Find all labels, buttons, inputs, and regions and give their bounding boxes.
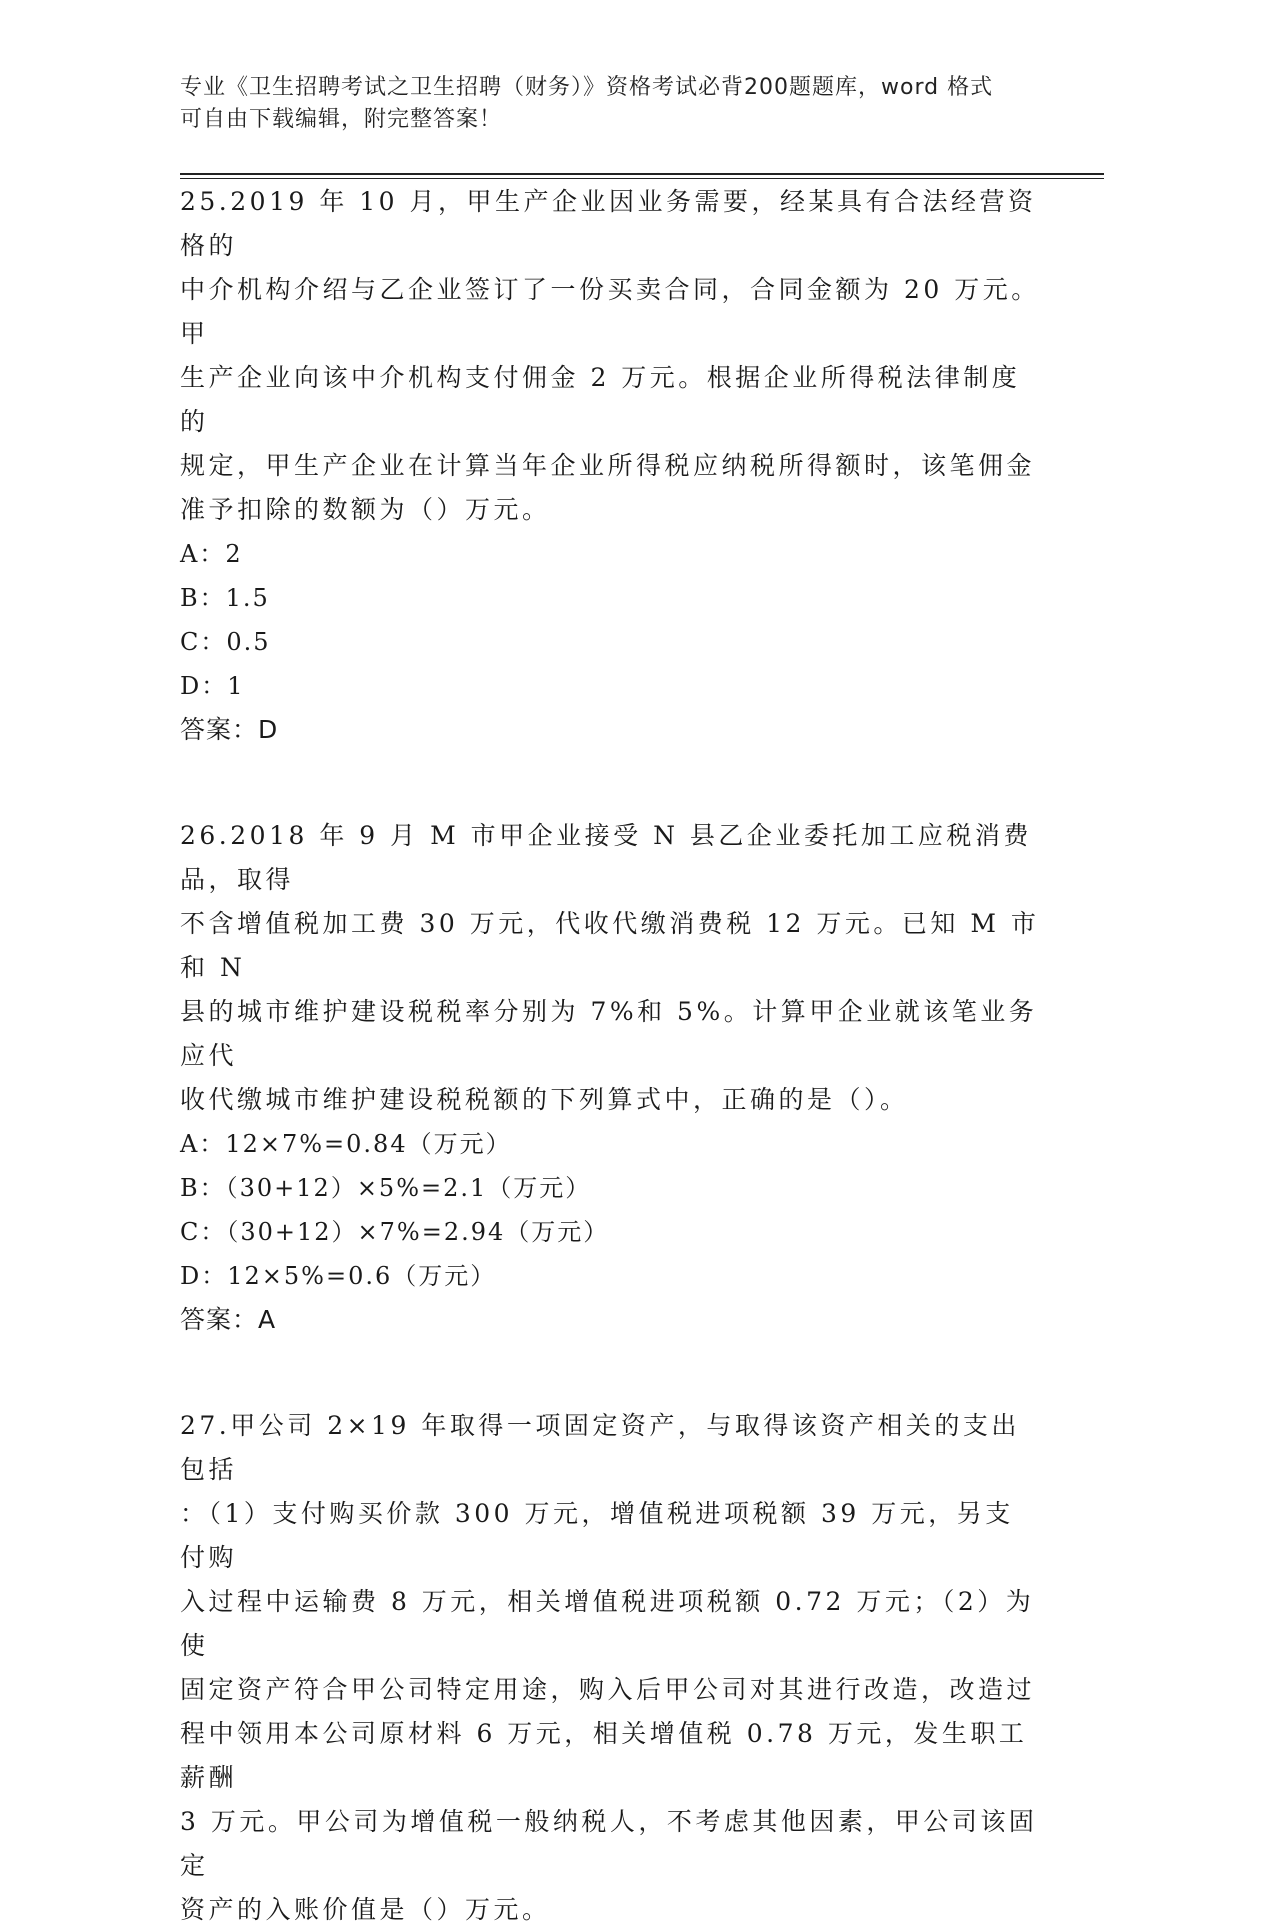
option-b: B：（30+12）×5%=2.1（万元）	[180, 1174, 592, 1202]
question-text-line: 不含增值税加工费 30 万元，代收代缴消费税 12 万元。已知 M 市和 N	[180, 909, 1040, 982]
option-a: A：2	[180, 540, 243, 568]
question-text-line: 26.2018 年 9 月 M 市甲企业接受 N 县乙企业委托加工应税消费品，取得	[180, 821, 1032, 894]
question-spacer	[180, 1342, 1040, 1404]
question-text-line: 准予扣除的数额为（）万元。	[180, 495, 551, 524]
question-25	[180, 180, 1040, 752]
question-text-line: 生产企业向该中介机构支付佣金 2 万元。根据企业所得税法律制度的	[180, 363, 1021, 436]
question-text-line: 程中领用本公司原材料 6 万元，相关增值税 0.78 万元，发生职工薪酬	[180, 1719, 1028, 1792]
question-text-line: 27.甲公司 2×19 年取得一项固定资产，与取得该资产相关的支出包括	[180, 1411, 1020, 1484]
question-text-line: 3 万元。甲公司为增值税一般纳税人，不考虑其他因素，甲公司该固定	[180, 1807, 1038, 1880]
document-header	[180, 72, 1060, 136]
question-text-line: ：（1）支付购买价款 300 万元，增值税进项税额 39 万元，另支付购	[180, 1499, 1014, 1572]
question-text-line: 中介机构介绍与乙企业签订了一份买卖合同，合同金额为 20 万元。甲	[180, 275, 1040, 348]
question-text-line: 25.2019 年 10 月，甲生产企业因业务需要，经某具有合法经营资格的	[180, 187, 1037, 260]
question-text-line: 固定资产符合甲公司特定用途，购入后甲公司对其进行改造，改造过	[180, 1675, 1036, 1704]
option-c: C：（30+12）×7%=2.94（万元）	[180, 1218, 610, 1246]
header-rule-thin	[180, 178, 1104, 179]
header-line-1: 专业《卫生招聘考试之卫生招聘（财务）》资格考试必背200题题库，word 格式	[180, 75, 994, 100]
question-text-line: 收代缴城市维护建设税税额的下列算式中，正确的是（）。	[180, 1085, 909, 1114]
option-a: A：12×7%=0.84（万元）	[180, 1130, 512, 1158]
question-27	[180, 1404, 1040, 1932]
answer-line: 答案：A	[180, 1305, 277, 1334]
question-text-line: 资产的入账价值是（）万元。	[180, 1895, 551, 1924]
question-26	[180, 814, 1040, 1342]
header-line-2: 可自由下载编辑，附完整答案！	[180, 107, 503, 132]
question-spacer	[180, 752, 1040, 814]
option-d: D：1	[180, 672, 245, 700]
answer-line: 答案：D	[180, 715, 279, 744]
option-b: B：1.5	[180, 584, 270, 612]
header-rule-thick	[180, 173, 1104, 175]
option-c: C：0.5	[180, 628, 271, 656]
question-text-line: 入过程中运输费 8 万元，相关增值税进项税额 0.72 万元；（2）为使	[180, 1587, 1035, 1660]
question-text-line: 规定，甲生产企业在计算当年企业所得税应纳税所得额时，该笔佣金	[180, 451, 1036, 480]
question-list	[180, 180, 1040, 1932]
option-d: D：12×5%=0.6（万元）	[180, 1262, 497, 1290]
question-text-line: 县的城市维护建设税税率分别为 7%和 5%。计算甲企业就该笔业务应代	[180, 997, 1038, 1070]
